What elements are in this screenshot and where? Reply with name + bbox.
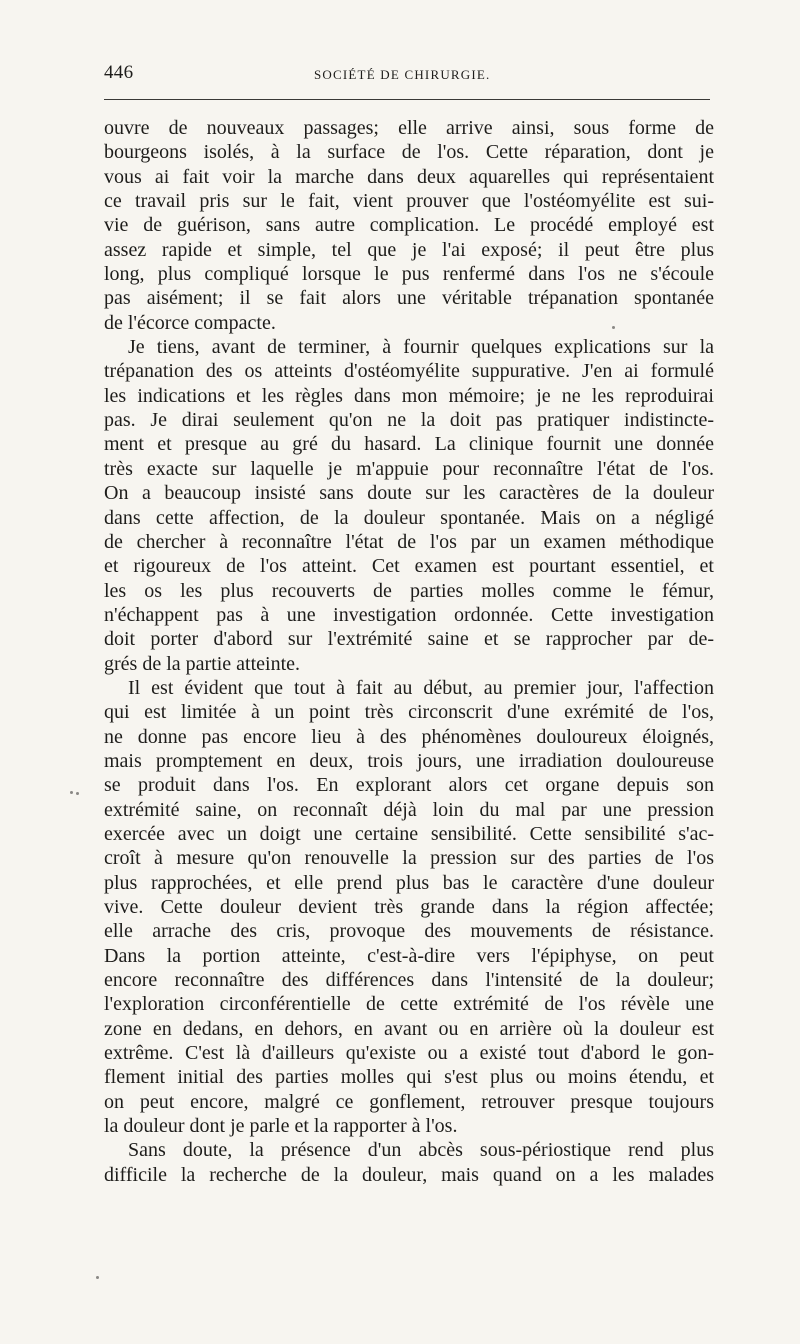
text-line: se produit dans l'os. En explorant alors cet organe depuis son	[104, 774, 714, 797]
paragraph-start-line: Je tiens, avant de terminer, à fournir quelques explications sur la	[128, 336, 714, 359]
text-line: ouvre de nouveaux passages; elle arrive ainsi, sous forme de	[104, 117, 714, 139]
text-line: doit porter d'abord sur l'extrémité saine et se rapprocher par de-	[104, 628, 714, 651]
text-line: extrême. C'est là d'ailleurs qu'existe ou a existé tout d'abord le gon-	[104, 1042, 714, 1065]
text-line: et rigoureux de l'os atteint. Cet examen est pourtant essentiel, et	[104, 555, 714, 578]
text-line: mais promptement en deux, trois jours, une irradiation douloureuse	[104, 749, 714, 772]
text-line: croît à mesure qu'on renouvelle la pression sur des parties de l'os	[104, 847, 714, 870]
text-line: assez rapide et simple, tel que je l'ai exposé; il peut être plus	[104, 238, 714, 261]
text-line: bourgeons isolés, à la surface de l'os. Cette réparation, dont je	[104, 141, 714, 164]
text-line: la douleur dont je parle et la rapporter à l'os.	[104, 1115, 458, 1138]
text-line: très exacte sur laquelle je m'appuie pour reconnaître l'état de l'os.	[104, 457, 714, 480]
running-head: SOCIÉTÉ DE CHIRURGIE.	[314, 67, 491, 82]
text-line: de chercher à reconnaître l'état de l'os par un examen méthodique	[104, 530, 714, 553]
text-line: trépanation des os atteints d'ostéomyélite suppurative. J'en ai formulé	[104, 360, 714, 383]
text-line: pas. Je dirai seulement qu'on ne la doit pas pratiquer indistincte-	[104, 409, 714, 432]
text-line: qui est limitée à un point très circonscrit d'une exrémité de l'os,	[104, 701, 714, 724]
text-line: Dans la portion atteinte, c'est-à-dire vers l'épiphyse, on peut	[104, 944, 714, 967]
text-line: ment et presque au gré du hasard. La clinique fournit une donnée	[104, 433, 714, 456]
text-line: plus rapprochées, et elle prend plus bas le caractère d'une douleur	[104, 871, 714, 894]
text-line: grés de la partie atteinte.	[104, 652, 301, 675]
paper-speck	[612, 326, 615, 329]
text-line: pas aisément; il se fait alors une véritable trépanation spontanée	[104, 287, 714, 310]
text-line: de l'écorce compacte.	[104, 311, 276, 334]
text-line: dans cette affection, de la douleur spontanée. Mais on a négligé	[104, 506, 714, 529]
text-line: on peut encore, malgré ce gonflement, retrouver presque toujours	[104, 1090, 714, 1113]
paper-speck	[96, 1276, 99, 1279]
text-line: extrémité saine, on reconnaît déjà loin du mal par une pression	[104, 798, 714, 821]
paper-speck	[76, 792, 79, 795]
text-line: l'exploration circonférentielle de cette extrémité de l'os révèle une	[104, 993, 714, 1016]
text-line: n'échappent pas à une investigation ordonnée. Cette investigation	[104, 603, 714, 626]
text-line: difficile la recherche de la douleur, mais quand on a les malades	[104, 1163, 714, 1186]
text-line: long, plus compliqué lorsque le pus renfermé dans l'os ne s'écoule	[104, 263, 714, 286]
body-text	[104, 116, 714, 1187]
text-line: encore reconnaître des différences dans l'intensité de la douleur;	[104, 969, 714, 992]
text-line: ne donne pas encore lieu à des phénomènes douloureux éloignés,	[104, 725, 714, 748]
text-line: vous ai fait voir la marche dans deux aquarelles qui représentaient	[104, 165, 714, 188]
page-number: 446	[104, 62, 134, 83]
text-line: les indications et les règles dans mon mémoire; je ne les reproduirai	[104, 384, 714, 407]
header-rule	[104, 99, 710, 100]
text-line: On a beaucoup insisté sans doute sur les caractères de la douleur	[104, 482, 714, 505]
text-line: flement initial des parties molles qui s'est plus ou moins étendu, et	[104, 1066, 714, 1089]
text-line: ce travail pris sur le fait, vient prouver que l'ostéomyélite est sui-	[104, 190, 714, 213]
text-line: vie de guérison, sans autre complication. Le procédé employé est	[104, 214, 714, 237]
text-line: les os les plus recouverts de parties molles comme le fémur,	[104, 579, 714, 602]
text-line: exercée avec un doigt une certaine sensibilité. Cette sensibilité s'ac-	[104, 822, 714, 845]
text-line: vive. Cette douleur devient très grande dans la région affectée;	[104, 896, 714, 918]
paragraph-start-line: Il est évident que tout à fait au début, au premier jour, l'affection	[128, 676, 714, 699]
text-line: zone en dedans, en dehors, en avant ou en arrière où la douleur est	[104, 1017, 714, 1040]
page-header	[104, 62, 710, 90]
paragraph-start-line: Sans doute, la présence d'un abcès sous-périostique rend plus	[128, 1139, 714, 1162]
text-line: elle arrache des cris, provoque des mouvements de résistance.	[104, 920, 714, 943]
paper-speck	[70, 791, 73, 794]
